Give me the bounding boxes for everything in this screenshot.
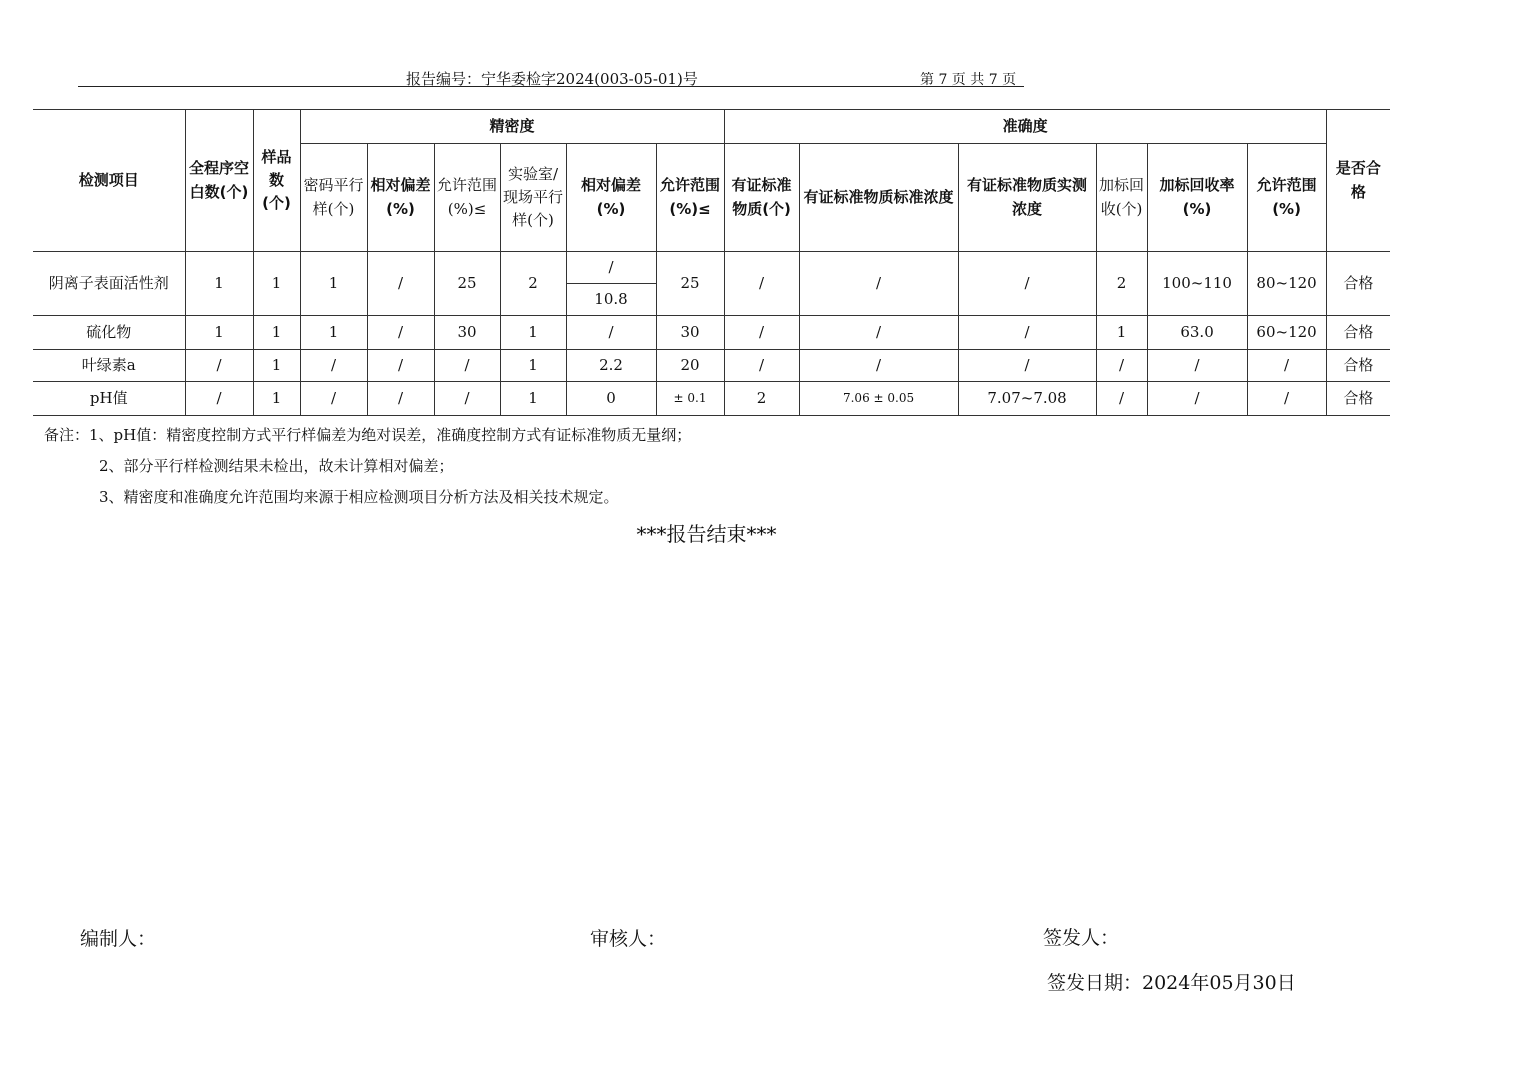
cell-samples: 1 <box>253 382 300 416</box>
cell-blind-rd: / <box>367 316 434 350</box>
cell-blind: / <box>300 350 367 382</box>
cell-samples: 1 <box>253 252 300 316</box>
cell-spike-rate: 63.0 <box>1147 316 1247 350</box>
cell-lab-limit: 20 <box>656 350 724 382</box>
header-precision: 精密度 <box>300 110 724 144</box>
cell-crm: / <box>724 350 799 382</box>
cell-item: pH值 <box>33 382 185 416</box>
cell-samples: 1 <box>253 350 300 382</box>
cell-samples: 1 <box>253 316 300 350</box>
header-accuracy: 准确度 <box>724 110 1326 144</box>
header-blind-rd: 相对偏差(%) <box>367 144 434 252</box>
cell-blind-limit: / <box>434 350 500 382</box>
cell-blind: / <box>300 382 367 416</box>
cell-lab-limit: 30 <box>656 316 724 350</box>
header-samples: 样品数(个) <box>253 110 300 252</box>
issue-date: 签发日期：2024年05月30日 <box>1047 972 1296 994</box>
cell-lab-rd-bottom: 10.8 <box>566 284 656 316</box>
cell-crm-meas: 7.07~7.08 <box>958 382 1096 416</box>
header-crm-std: 有证标准物质标准浓度 <box>799 144 958 252</box>
cell-blank: 1 <box>185 252 253 316</box>
header-item: 检测项目 <box>33 110 185 252</box>
issuer-label: 签发人： <box>1043 927 1120 949</box>
cell-blind-limit: 30 <box>434 316 500 350</box>
report-end-mark: ***报告结束*** <box>636 522 777 546</box>
cell-spike-limit: / <box>1247 382 1326 416</box>
cell-crm-std: / <box>799 252 958 316</box>
cell-lab: 2 <box>500 252 566 316</box>
cell-spike: / <box>1096 350 1147 382</box>
cell-lab: 1 <box>500 382 566 416</box>
table-row <box>33 316 1390 350</box>
cell-blind-rd: / <box>367 350 434 382</box>
cell-lab: 1 <box>500 316 566 350</box>
cell-spike: 2 <box>1096 252 1147 316</box>
header-crm-meas: 有证标准物质实测浓度 <box>958 144 1096 252</box>
cell-blind-rd: / <box>367 252 434 316</box>
cell-blank: 1 <box>185 316 253 350</box>
cell-lab-limit: ± 0.1 <box>656 382 724 416</box>
header-qualified: 是否合格 <box>1326 110 1390 252</box>
header-crm: 有证标准物质(个) <box>724 144 799 252</box>
header-blind-parallel: 密码平行样(个) <box>300 144 367 252</box>
cell-spike-rate: / <box>1147 382 1247 416</box>
cell-item: 阴离子表面活性剂 <box>33 252 185 316</box>
cell-crm: / <box>724 252 799 316</box>
cell-blank: / <box>185 382 253 416</box>
cell-lab-rd: 2.2 <box>566 350 656 382</box>
cell-item: 硫化物 <box>33 316 185 350</box>
cell-spike-rate: / <box>1147 350 1247 382</box>
compiler-label: 编制人： <box>80 928 157 950</box>
cell-blind-limit: / <box>434 382 500 416</box>
cell-qualified: 合格 <box>1326 350 1390 382</box>
cell-lab-rd-top: / <box>566 252 656 284</box>
cell-crm: 2 <box>724 382 799 416</box>
header-underline <box>78 86 738 87</box>
cell-blind-rd: / <box>367 382 434 416</box>
table-row <box>33 350 1390 382</box>
header-lab-limit: 允许范围(%)≤ <box>656 144 724 252</box>
table-row <box>33 252 1390 284</box>
cell-blank: / <box>185 350 253 382</box>
cell-crm-meas: / <box>958 316 1096 350</box>
cell-spike-limit: 80~120 <box>1247 252 1326 316</box>
cell-lab: 1 <box>500 350 566 382</box>
cell-crm-std: / <box>799 316 958 350</box>
header-spike-limit: 允许范围(%) <box>1247 144 1326 252</box>
note-3: 3、精密度和准确度允许范围均来源于相应检测项目分析方法及相关技术规定。 <box>99 488 619 506</box>
notes <box>44 420 691 513</box>
cell-crm: / <box>724 316 799 350</box>
cell-blind-limit: 25 <box>434 252 500 316</box>
cell-spike: / <box>1096 382 1147 416</box>
header-blank: 全程序空白数(个) <box>185 110 253 252</box>
cell-spike-limit: / <box>1247 350 1326 382</box>
cell-blind: 1 <box>300 316 367 350</box>
cell-lab-rd: 0 <box>566 382 656 416</box>
note-1: 备注：1、pH值：精密度控制方式平行样偏差为绝对误差，准确度控制方式有证标准物质无量纲； <box>44 426 692 444</box>
header-spike-rate: 加标回收率(%) <box>1147 144 1247 252</box>
cell-lab-limit: 25 <box>656 252 724 316</box>
cell-spike-rate: 100~110 <box>1147 252 1247 316</box>
cell-crm-meas: / <box>958 350 1096 382</box>
cell-crm-std: 7.06 ± 0.05 <box>799 382 958 416</box>
report-number: 报告编号：宁华委检字2024(003-05-01)号 <box>406 70 698 88</box>
cell-spike-limit: 60~120 <box>1247 316 1326 350</box>
reviewer-label: 审核人： <box>590 928 667 950</box>
header-blind-limit: 允许范围(%)≤ <box>434 144 500 252</box>
cell-qualified: 合格 <box>1326 382 1390 416</box>
cell-blind: 1 <box>300 252 367 316</box>
header-lab-parallel: 实验室/现场平行样(个) <box>500 144 566 252</box>
cell-crm-std: / <box>799 350 958 382</box>
cell-item: 叶绿素a <box>33 350 185 382</box>
cell-lab-rd: / <box>566 316 656 350</box>
cell-qualified: 合格 <box>1326 252 1390 316</box>
note-2: 2、部分平行样检测结果未检出，故未计算相对偏差； <box>99 457 454 475</box>
header-spike: 加标回收(个) <box>1096 144 1147 252</box>
page-number: 第 7 页 共 7 页 <box>920 72 1017 88</box>
cell-crm-meas: / <box>958 252 1096 316</box>
header-lab-rd: 相对偏差(%) <box>566 144 656 252</box>
cell-qualified: 合格 <box>1326 316 1390 350</box>
quality-control-table <box>33 109 1390 416</box>
cell-spike: 1 <box>1096 316 1147 350</box>
table-row <box>33 382 1390 416</box>
